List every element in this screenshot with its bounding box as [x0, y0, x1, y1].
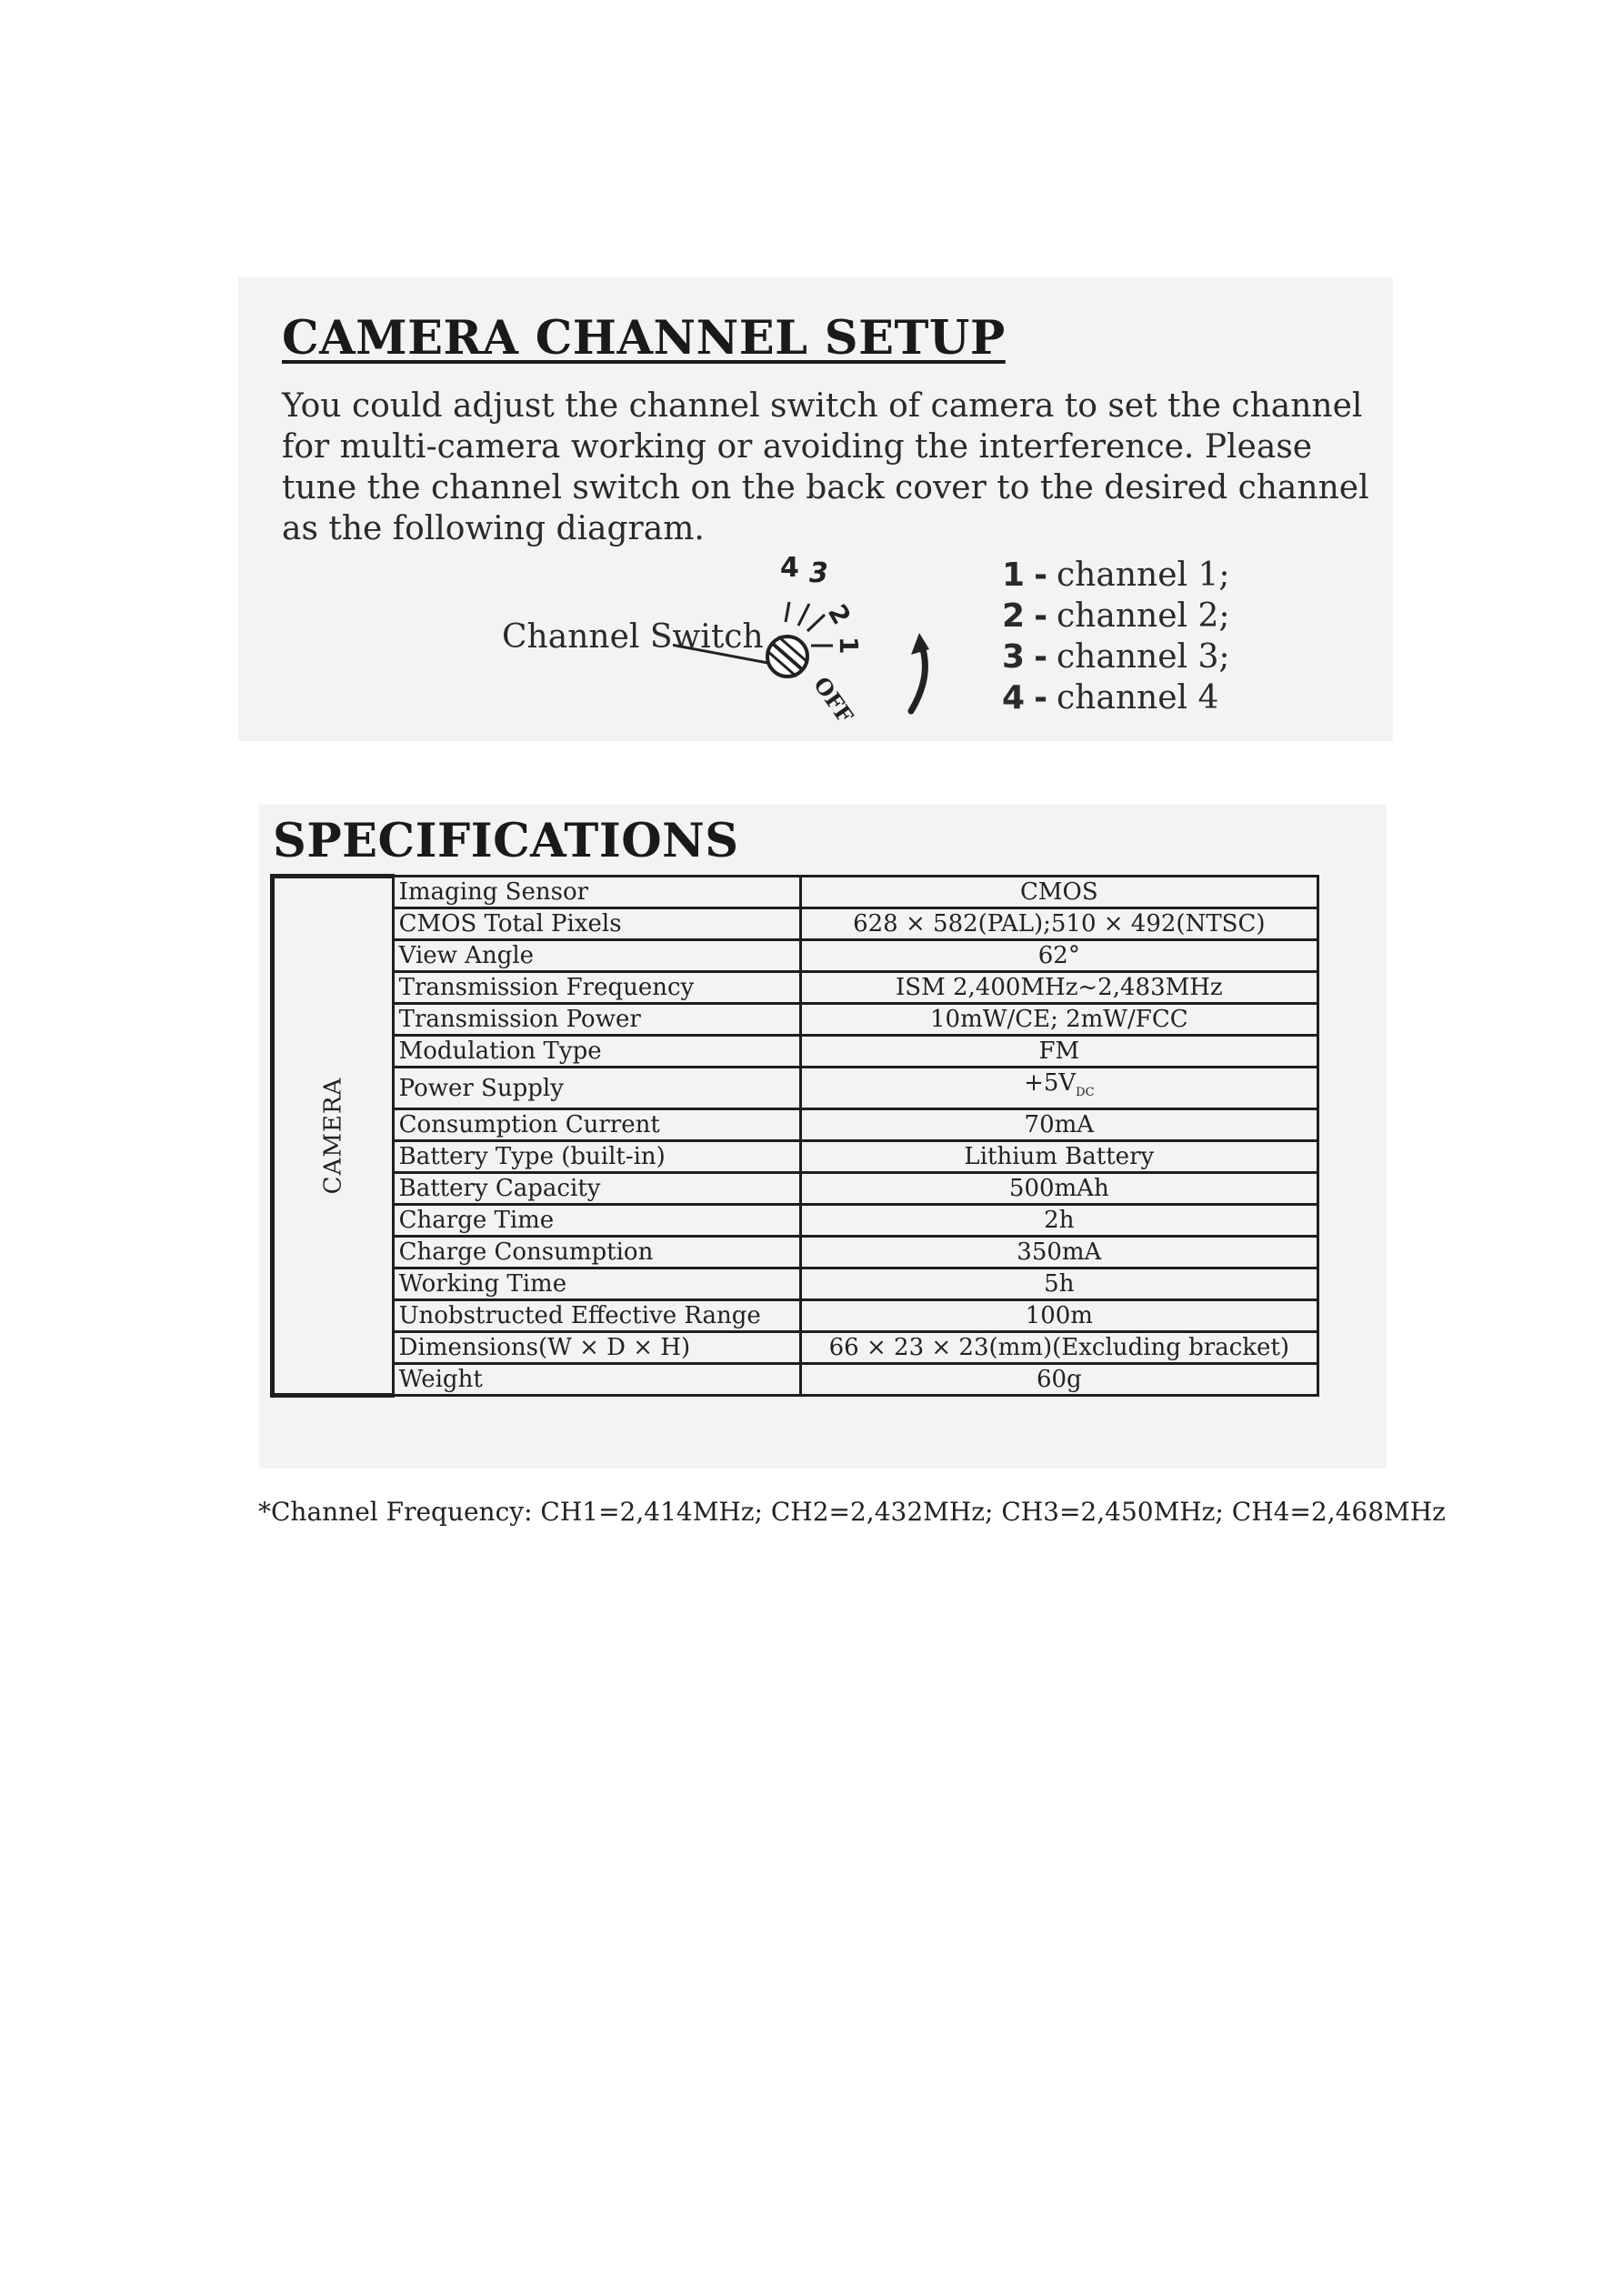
- spec-value-text: 5h: [1044, 1270, 1075, 1298]
- spec-row: [273, 1332, 1318, 1364]
- spec-row: [273, 908, 1318, 940]
- spec-value: [800, 908, 1317, 940]
- spec-row: [273, 1036, 1318, 1068]
- spec-row: [273, 972, 1318, 1004]
- spec-param: Charge Time: [393, 1205, 800, 1237]
- spec-value-text: 70mA: [1024, 1111, 1095, 1139]
- spec-param: Dimensions(W × D × H): [393, 1332, 800, 1364]
- spec-value: [800, 1036, 1317, 1068]
- spec-row: [273, 1004, 1318, 1036]
- spec-value-text: 62°: [1037, 942, 1080, 969]
- spec-value-text: 10mW/CE; 2mW/FCC: [929, 1006, 1188, 1033]
- spec-value: [800, 1237, 1317, 1268]
- spec-value: [800, 940, 1317, 972]
- spec-value-text: 2h: [1044, 1207, 1075, 1235]
- spec-value-text: CMOS: [1019, 878, 1098, 906]
- spec-value-text: +5V: [1024, 1069, 1077, 1097]
- spec-value: [800, 1109, 1317, 1141]
- spec-value-text: 628 × 582(PAL);510 × 492(NTSC): [853, 910, 1266, 937]
- specifications-table-body: [273, 877, 1318, 1396]
- spec-value: [800, 1268, 1317, 1300]
- channel-setup-title: CAMERA CHANNEL SETUP: [282, 311, 1006, 366]
- spec-value-subscript: DC: [1076, 1086, 1095, 1100]
- spec-param: Battery Capacity: [393, 1173, 800, 1205]
- spec-row: [273, 1141, 1318, 1173]
- specifications-title: SPECIFICATIONS: [273, 814, 739, 868]
- specifications-table: [270, 874, 1319, 1398]
- channel-frequency-footnote: *Channel Frequency: CH1=2,414MHz; CH2=2,432MHz; CH3=2,450MHz; CH4=2,468MHz: [258, 1497, 1446, 1527]
- spec-param: Transmission Power: [393, 1004, 800, 1036]
- spec-value-text: 500mAh: [1008, 1175, 1109, 1203]
- legend-item: 3 - channel 3;: [1002, 638, 1230, 676]
- spec-value: [800, 1173, 1317, 1205]
- spec-row: [273, 1364, 1318, 1396]
- dial-tick-3: [798, 604, 809, 626]
- spec-param: Battery Type (built-in): [393, 1141, 800, 1173]
- spec-param: Working Time: [393, 1268, 800, 1300]
- spec-value: [800, 1141, 1317, 1173]
- spec-value: [800, 1300, 1317, 1332]
- spec-param: Charge Consumption: [393, 1237, 800, 1268]
- spec-value-text: 350mA: [1017, 1238, 1102, 1267]
- spec-row: [273, 1068, 1318, 1109]
- spec-param: Transmission Frequency: [393, 972, 800, 1004]
- legend-item: 4 - channel 4: [1002, 679, 1219, 717]
- spec-param: Imaging Sensor: [393, 877, 800, 908]
- spec-row: [273, 877, 1318, 908]
- spec-group-cell: [273, 877, 394, 1396]
- dial-mark-2: 2: [821, 599, 857, 630]
- spec-param: Power Supply: [393, 1068, 800, 1109]
- channel-switch-label: Channel Switch: [502, 618, 764, 656]
- spec-value-text: ISM 2,400MHz~2,483MHz: [896, 974, 1223, 1001]
- spec-param: Weight: [393, 1364, 800, 1396]
- spec-value: [800, 1364, 1317, 1396]
- spec-value-text: Lithium Battery: [964, 1143, 1155, 1171]
- legend-item: 2 - channel 2;: [1002, 597, 1230, 635]
- spec-row: [273, 940, 1318, 972]
- dial-mark-1: 1: [834, 637, 864, 655]
- dial-mark-off: OFF: [808, 671, 859, 728]
- spec-param: CMOS Total Pixels: [393, 908, 800, 940]
- dial-tick-4: [786, 602, 789, 622]
- spec-param: Consumption Current: [393, 1109, 800, 1141]
- channel-switch-diagram: [673, 555, 964, 737]
- channel-setup-instructions: You could adjust the channel switch of camera to set the channel for multi-camera working or avoiding the interference. Please tune the channel switch on the back cover to the desired channel as the following diagram.: [282, 387, 1369, 547]
- spec-row: [273, 1205, 1318, 1237]
- spec-value-text: FM: [1038, 1038, 1080, 1065]
- switch-pointer-line-2: [673, 645, 777, 665]
- spec-value: [800, 877, 1317, 908]
- channel-legend: [1002, 555, 1230, 718]
- spec-value: [800, 1205, 1317, 1237]
- spec-value: [800, 1068, 1317, 1109]
- spec-value-text: 60g: [1036, 1366, 1082, 1394]
- spec-row: [273, 1300, 1318, 1332]
- rotation-arrow-icon: [911, 633, 929, 711]
- spec-value: [800, 1332, 1317, 1364]
- spec-value: [800, 1004, 1317, 1036]
- legend-item: 1 - channel 1;: [1002, 556, 1230, 594]
- spec-row: [273, 1173, 1318, 1205]
- rotary-dial-icon: [767, 637, 807, 677]
- spec-value: [800, 972, 1317, 1004]
- spec-param: Modulation Type: [393, 1036, 800, 1068]
- spec-param: Unobstructed Effective Range: [393, 1300, 800, 1332]
- spec-value-text: 66 × 23 × 23(mm)(Excluding bracket): [828, 1334, 1289, 1362]
- dial-tick-2: [807, 615, 825, 631]
- spec-value-text: 100m: [1025, 1302, 1093, 1330]
- spec-row: [273, 1268, 1318, 1300]
- spec-row: [273, 1109, 1318, 1141]
- spec-group-label: CAMERA: [319, 1077, 347, 1195]
- spec-param: View Angle: [393, 940, 800, 972]
- dial-mark-3: 3: [809, 557, 828, 589]
- dial-mark-4: 4: [780, 555, 799, 584]
- spec-row: [273, 1237, 1318, 1268]
